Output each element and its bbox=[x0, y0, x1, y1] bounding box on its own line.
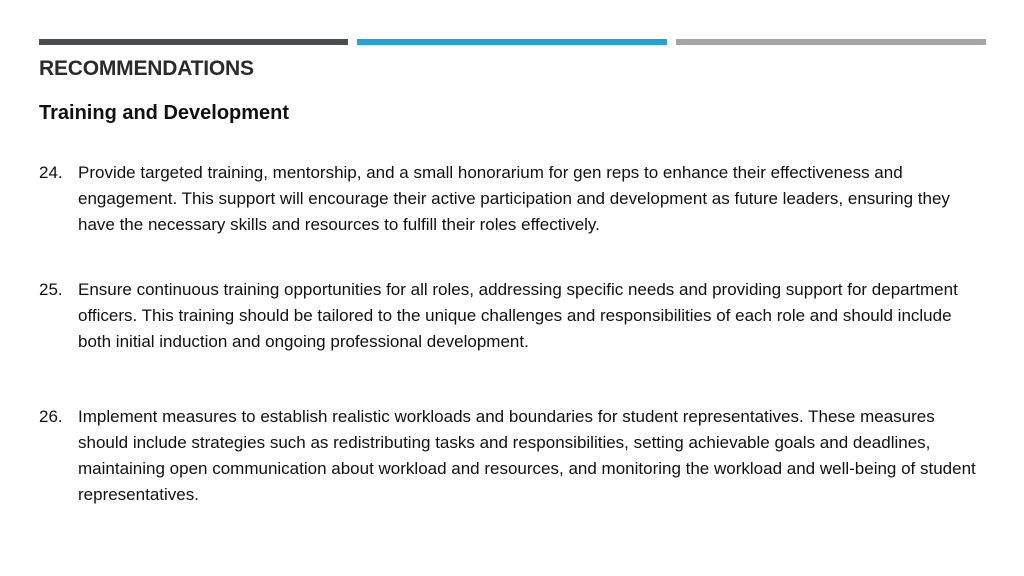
recommendation-number: 25. bbox=[39, 280, 63, 299]
accent-bar-gray bbox=[676, 39, 986, 45]
recommendation-text: Ensure continuous training opportunities for all roles, addressing specific needs and providing support for department officers. This training should be tailored to the unique challenges and responsibilities of each role and should include both initial induction and ongoing professional development. bbox=[78, 280, 958, 351]
slide-title: RECOMMENDATIONS bbox=[39, 57, 254, 80]
recommendation-text: Provide targeted training, mentorship, and a small honorarium for gen reps to enhance their effectiveness and engagement. This support will encourage their active participation and development as future leaders, ensuring they have the necessary skills and resources to fulfill their roles effectively. bbox=[78, 163, 950, 234]
accent-bar-dark bbox=[39, 39, 348, 45]
recommendation-number: 26. bbox=[39, 407, 63, 426]
header-accent-bars bbox=[39, 39, 986, 45]
accent-bar-blue bbox=[357, 39, 667, 45]
recommendation-number: 24. bbox=[39, 163, 63, 182]
recommendation-text: Implement measures to establish realistic workloads and boundaries for student representatives. These measures should include strategies such as redistributing tasks and responsibilities, setting achievable goals and deadlines, maintaining open communication about workload and resources, and monitoring the workload and well-being of student representatives. bbox=[78, 407, 976, 504]
slide-subtitle: Training and Development bbox=[39, 102, 290, 124]
